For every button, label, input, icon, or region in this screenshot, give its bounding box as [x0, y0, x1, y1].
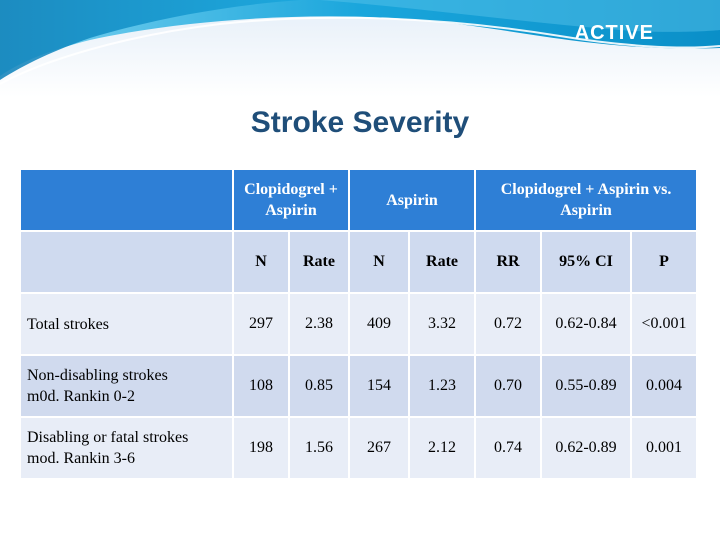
column-header-rate-combo: Rate	[289, 231, 349, 293]
table-cell: 267	[349, 417, 409, 479]
table-cell: 0.55-0.89	[541, 355, 631, 417]
table-cell: 154	[349, 355, 409, 417]
table-cell: 409	[349, 293, 409, 355]
row-label-line: Total strokes	[27, 315, 109, 333]
row-label	[20, 355, 233, 417]
slide-title: Stroke Severity	[250, 106, 470, 139]
table-group-header-row	[20, 169, 697, 231]
table-row	[20, 293, 697, 355]
table-cell: 0.62-0.89	[541, 417, 631, 479]
table-row	[20, 417, 697, 479]
column-header-blank	[20, 231, 233, 293]
column-header-p: P	[631, 231, 697, 293]
column-header-rate-aspirin: Rate	[409, 231, 475, 293]
results-table	[19, 168, 698, 480]
table-cell: 1.56	[289, 417, 349, 479]
column-header-rr: RR	[475, 231, 541, 293]
row-label-line: Disabling or fatal strokes	[27, 429, 189, 446]
group-header-comparison: Clopidogrel + Aspirin vs. Aspirin	[475, 169, 697, 231]
table-cell: 108	[233, 355, 289, 417]
table-cell: 0.85	[289, 355, 349, 417]
table-cell: 3.32	[409, 293, 475, 355]
row-label	[20, 293, 233, 355]
group-header-clopidogrel-aspirin: Clopidogrel + Aspirin	[233, 169, 349, 231]
table-cell: 0.004	[631, 355, 697, 417]
table-cell: 0.74	[475, 417, 541, 479]
table-cell: 0.62-0.84	[541, 293, 631, 355]
table-column-header-row	[20, 231, 697, 293]
table-cell: 0.001	[631, 417, 697, 479]
table-cell: 1.23	[409, 355, 475, 417]
row-label-subline: m0d. Rankin 0-2	[27, 388, 135, 405]
group-header-aspirin: Aspirin	[349, 169, 475, 231]
table-row	[20, 355, 697, 417]
table-cell: 2.12	[409, 417, 475, 479]
column-header-n-aspirin: N	[349, 231, 409, 293]
table-cell: 198	[233, 417, 289, 479]
table-cell: 2.38	[289, 293, 349, 355]
group-header-blank	[20, 169, 233, 231]
header-banner	[0, 0, 720, 90]
brand-label: ACTIVE	[574, 22, 654, 44]
table-cell: 0.72	[475, 293, 541, 355]
table-cell: 0.70	[475, 355, 541, 417]
row-label	[20, 417, 233, 479]
row-label-subline: mod. Rankin 3-6	[27, 450, 135, 467]
table-cell: 297	[233, 293, 289, 355]
table-cell: <0.001	[631, 293, 697, 355]
row-label-line: Non-disabling strokes	[27, 367, 168, 384]
column-header-ci: 95% CI	[541, 231, 631, 293]
banner-wave-graphic	[0, 0, 720, 90]
column-header-n-combo: N	[233, 231, 289, 293]
